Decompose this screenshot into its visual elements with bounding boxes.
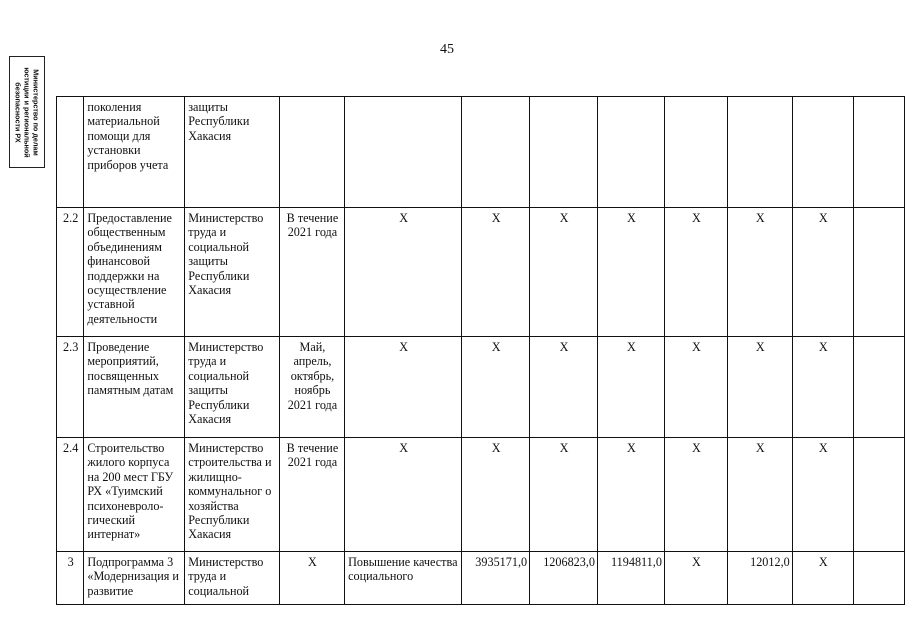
event-name: Предоставление общественным объединениям финансовой поддержки на осуществление уставной деятельности bbox=[84, 208, 185, 337]
value-cell: Х bbox=[792, 552, 853, 605]
event-name: поколения материальной помощи для установки приборов учета bbox=[84, 97, 185, 208]
term bbox=[279, 97, 344, 208]
table-row bbox=[57, 438, 905, 552]
registration-stamp bbox=[9, 56, 45, 168]
executor: Министерство труда и социальной защиты Республики Хакасия bbox=[185, 337, 280, 438]
event-name: Строительство жилого корпуса на 200 мест ГБУ РХ «Туимский психоневроло-гический интернат» bbox=[84, 438, 185, 552]
event-name: Проведение мероприятий, посвященных памятным датам bbox=[84, 337, 185, 438]
value-cell: Х bbox=[598, 337, 665, 438]
table-row bbox=[57, 97, 905, 208]
value-cell bbox=[462, 97, 530, 208]
value-cell bbox=[530, 97, 598, 208]
value-cell: 12012,0 bbox=[727, 552, 792, 605]
stamp-text bbox=[14, 67, 41, 157]
executor: защиты Республики Хакасия bbox=[185, 97, 280, 208]
value-cell: Х bbox=[727, 438, 792, 552]
term: Май, апрель, октябрь, ноябрь 2021 года bbox=[279, 337, 344, 438]
value-cell: Х bbox=[598, 438, 665, 552]
row-number: 3 bbox=[57, 552, 84, 605]
value-cell: Х bbox=[664, 438, 727, 552]
result: Х bbox=[345, 208, 462, 337]
value-cell: Х bbox=[530, 337, 598, 438]
event-name: Подпрограмма 3 «Модернизация и развитие bbox=[84, 552, 185, 605]
value-cell: Х bbox=[530, 438, 598, 552]
value-cell bbox=[853, 208, 904, 337]
value-cell: 3935171,0 bbox=[462, 552, 530, 605]
row-number: 2.4 bbox=[57, 438, 84, 552]
value-cell: Х bbox=[462, 438, 530, 552]
stamp-line: юстиции и региональной bbox=[22, 66, 32, 158]
page-number: 45 bbox=[440, 42, 454, 57]
value-cell: Х bbox=[664, 337, 727, 438]
value-cell: Х bbox=[792, 438, 853, 552]
row-number: 2.2 bbox=[57, 208, 84, 337]
value-cell: Х bbox=[664, 208, 727, 337]
result bbox=[345, 97, 462, 208]
value-cell: Х bbox=[727, 208, 792, 337]
value-cell: Х bbox=[664, 552, 727, 605]
row-number bbox=[57, 97, 84, 208]
value-cell bbox=[853, 97, 904, 208]
value-cell: 1194811,0 bbox=[598, 552, 665, 605]
value-cell bbox=[727, 97, 792, 208]
result: Х bbox=[345, 337, 462, 438]
value-cell bbox=[853, 438, 904, 552]
value-cell bbox=[792, 97, 853, 208]
value-cell: Х bbox=[530, 208, 598, 337]
program-table bbox=[56, 96, 905, 605]
value-cell: 1206823,0 bbox=[530, 552, 598, 605]
term: В течение 2021 года bbox=[279, 438, 344, 552]
result: Х bbox=[345, 438, 462, 552]
value-cell: Х bbox=[792, 337, 853, 438]
stamp-line: безопасности РХ bbox=[13, 81, 23, 143]
value-cell bbox=[598, 97, 665, 208]
value-cell bbox=[853, 552, 904, 605]
value-cell: Х bbox=[727, 337, 792, 438]
term: Х bbox=[279, 552, 344, 605]
table-row bbox=[57, 552, 905, 605]
term: В течение 2021 года bbox=[279, 208, 344, 337]
value-cell: Х bbox=[598, 208, 665, 337]
executor: Министерство труда и социальной bbox=[185, 552, 280, 605]
result: Повышение качества социального bbox=[345, 552, 462, 605]
table-row bbox=[57, 208, 905, 337]
value-cell: Х bbox=[462, 337, 530, 438]
stamp-line: Министерство по делам bbox=[31, 68, 41, 156]
value-cell bbox=[853, 337, 904, 438]
table-row bbox=[57, 337, 905, 438]
value-cell: Х bbox=[462, 208, 530, 337]
value-cell bbox=[664, 97, 727, 208]
executor: Министерство труда и социальной защиты Республики Хакасия bbox=[185, 208, 280, 337]
value-cell: Х bbox=[792, 208, 853, 337]
row-number: 2.3 bbox=[57, 337, 84, 438]
executor: Министерство строительства и жилищно-коммунальног о хозяйства Республики Хакасия bbox=[185, 438, 280, 552]
